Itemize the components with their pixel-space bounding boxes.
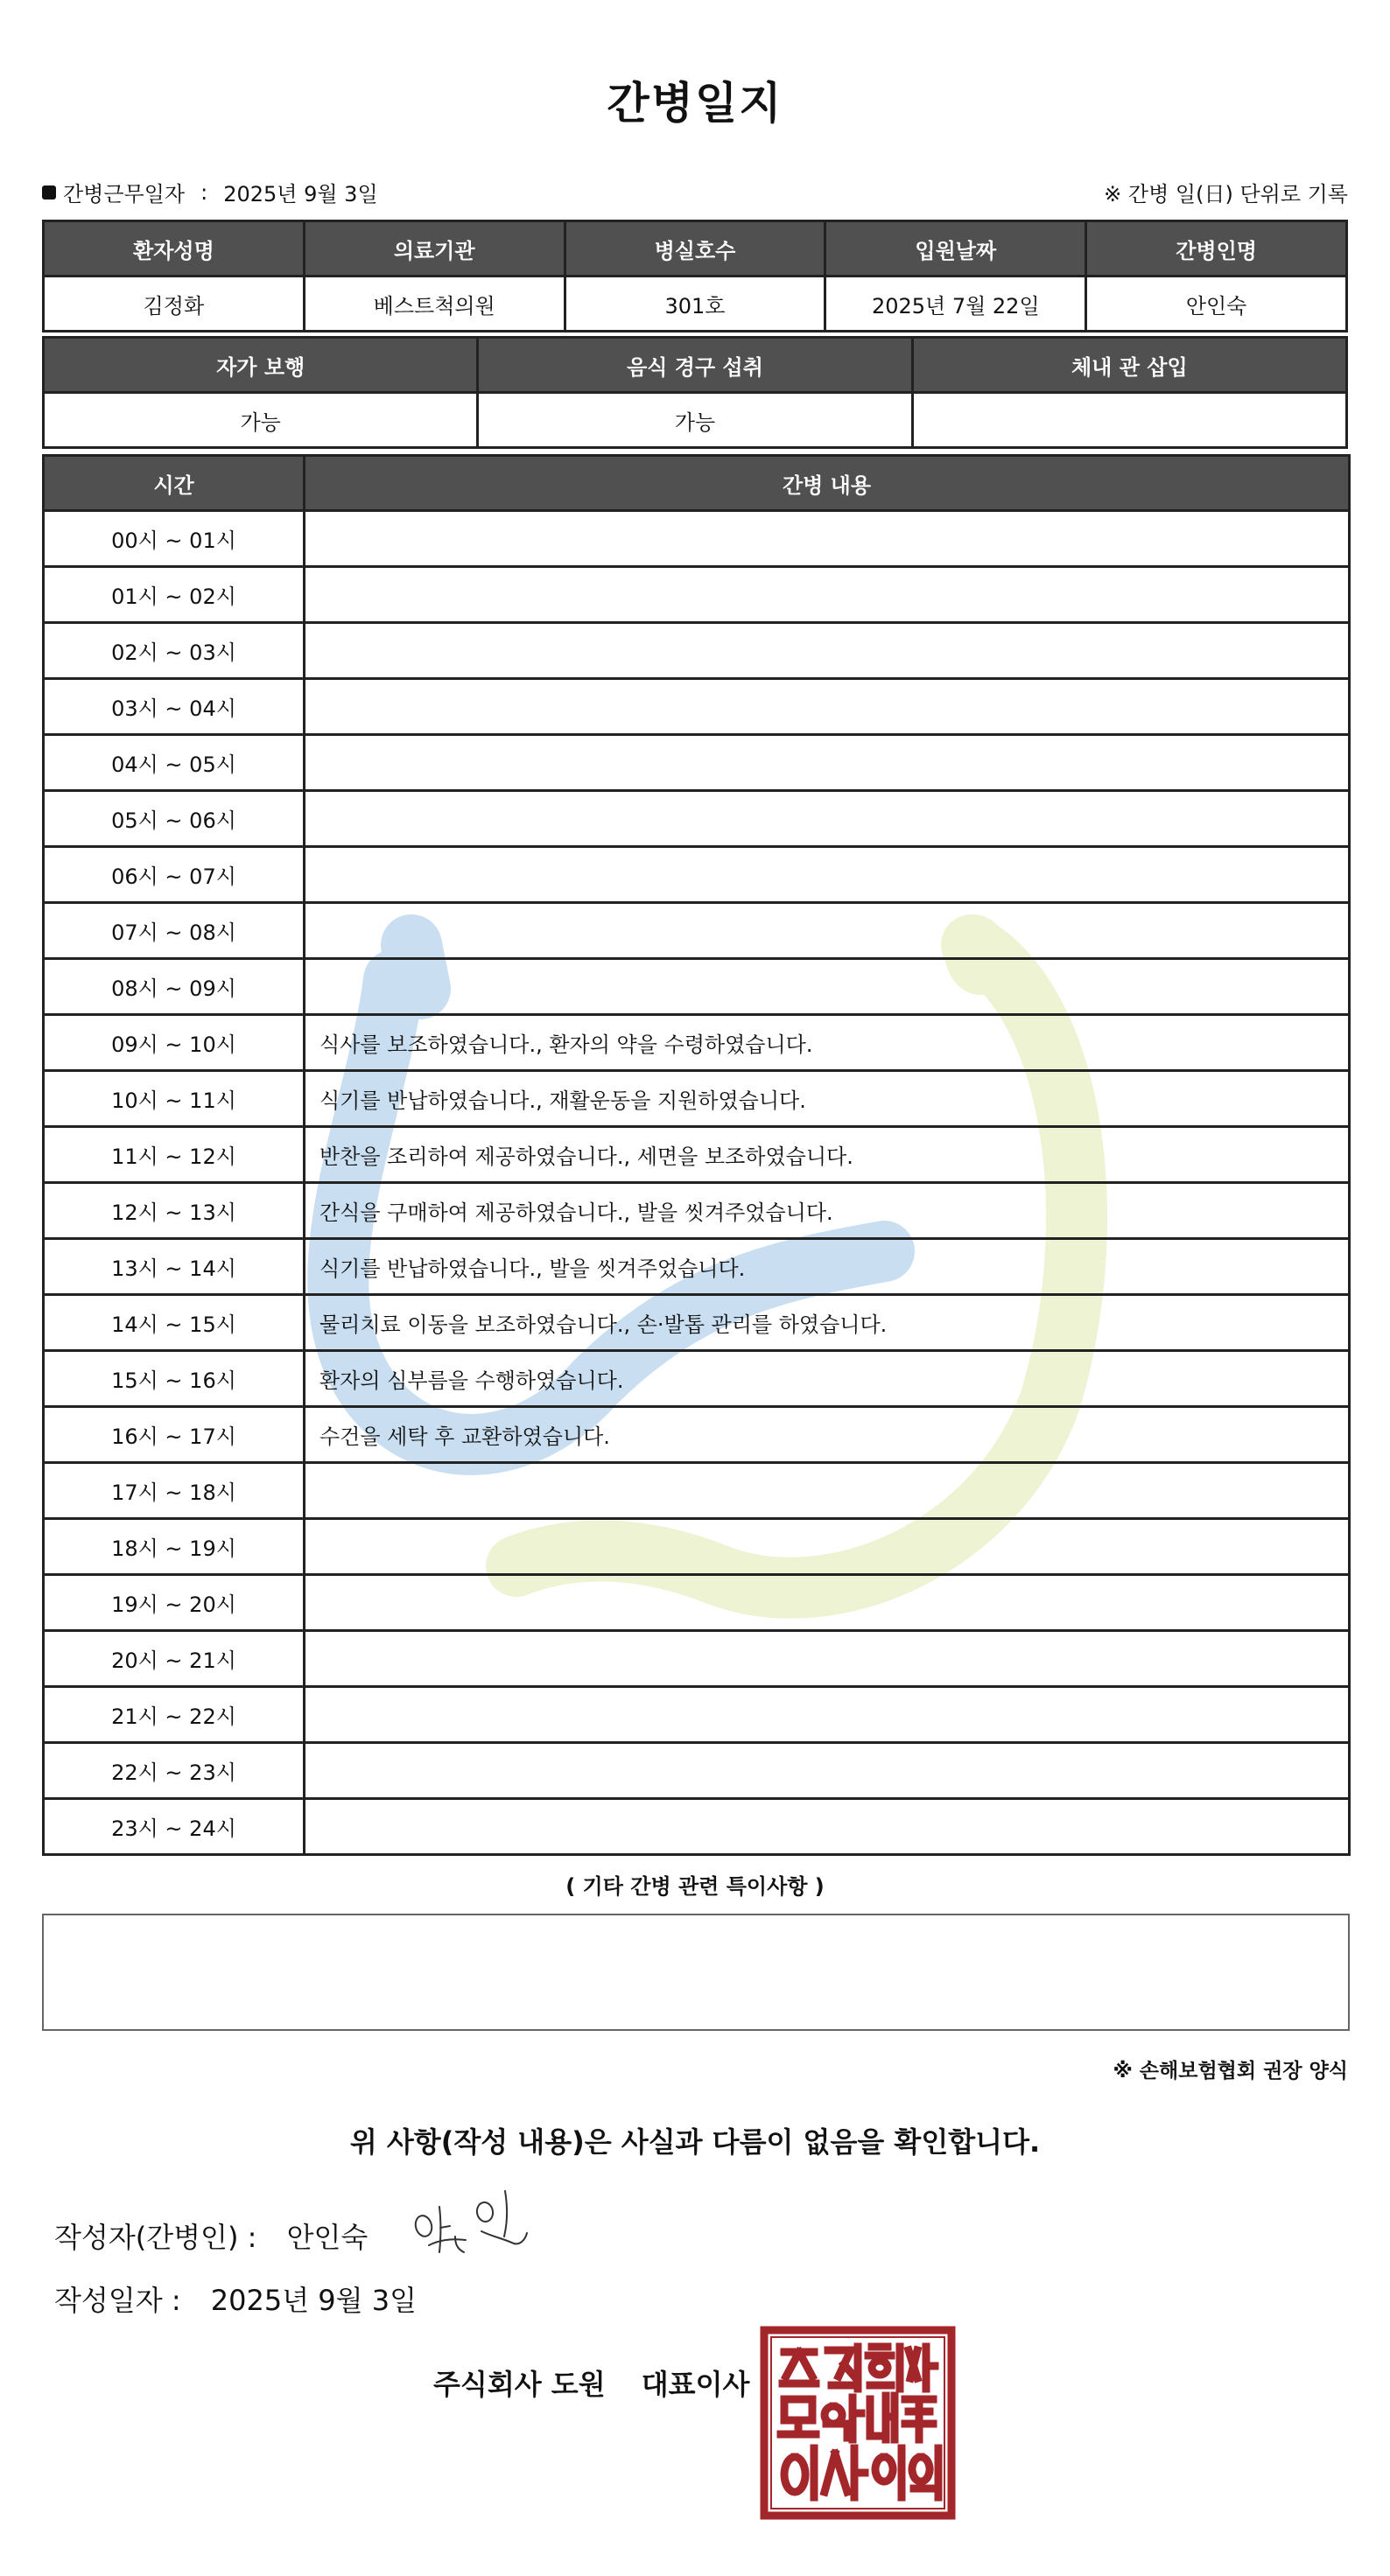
table-row xyxy=(44,735,1350,791)
table-row xyxy=(44,1351,1350,1407)
write-date-row xyxy=(54,2278,417,2319)
time-slot: 11시 ~ 12시 xyxy=(44,1127,305,1183)
care-log-table xyxy=(42,454,1351,1856)
time-slot: 22시 ~ 23시 xyxy=(44,1743,305,1799)
care-content: 식사를 보조하였습니다., 환자의 약을 수령하였습니다. xyxy=(305,1015,1350,1071)
table-row xyxy=(44,1239,1350,1295)
table-row xyxy=(44,679,1350,735)
care-content xyxy=(305,567,1350,623)
bullet-square-icon xyxy=(42,186,56,200)
header-time: 시간 xyxy=(44,456,305,511)
writer-row xyxy=(54,2216,368,2256)
header-caregiver-name: 간병인명 xyxy=(1086,221,1347,276)
time-slot: 13시 ~ 14시 xyxy=(44,1239,305,1295)
table-row xyxy=(44,1519,1350,1575)
company-name: 주식회사 도원 xyxy=(433,2368,606,2401)
hospital-name: 베스트척의원 xyxy=(304,276,565,332)
header-self-walking: 자가 보행 xyxy=(44,338,478,393)
care-content xyxy=(305,679,1350,735)
care-content xyxy=(305,511,1350,567)
table-row xyxy=(44,847,1350,903)
care-content xyxy=(305,791,1350,847)
oral-intake-value: 가능 xyxy=(478,393,912,448)
time-slot: 15시 ~ 16시 xyxy=(44,1351,305,1407)
header-admission-date: 입원날짜 xyxy=(825,221,1086,276)
writer-name: 안인숙 xyxy=(286,2221,369,2254)
time-slot: 21시 ~ 22시 xyxy=(44,1687,305,1743)
care-content: 수건을 세탁 후 교환하였습니다. xyxy=(305,1407,1350,1463)
table-row xyxy=(44,567,1350,623)
admission-date: 2025년 7월 22일 xyxy=(825,276,1086,332)
care-content xyxy=(305,1463,1350,1519)
table-row xyxy=(44,1631,1350,1687)
care-content: 간식을 구매하여 제공하였습니다., 발을 씻겨주었습니다. xyxy=(305,1183,1350,1239)
time-slot: 12시 ~ 13시 xyxy=(44,1183,305,1239)
care-content: 물리치료 이동을 보조하였습니다., 손·발톱 관리를 하였습니다. xyxy=(305,1295,1350,1351)
care-content xyxy=(305,735,1350,791)
time-slot: 04시 ~ 05시 xyxy=(44,735,305,791)
representative-title: 대표이사 xyxy=(641,2368,750,2401)
table-row xyxy=(44,623,1350,679)
work-date-value: 2025년 9월 3일 xyxy=(223,182,378,206)
remarks-title: ( 기타 간병 관련 특이사항 ) xyxy=(565,1874,825,1899)
header-room: 병실호수 xyxy=(565,221,825,276)
table-row xyxy=(44,1687,1350,1743)
care-content xyxy=(305,847,1350,903)
tube-insertion-value xyxy=(912,393,1346,448)
company-seal-stamp xyxy=(760,2326,956,2520)
care-content xyxy=(305,1743,1350,1799)
table-row xyxy=(44,1575,1350,1631)
table-row xyxy=(44,1407,1350,1463)
header-oral-intake: 음식 경구 섭취 xyxy=(478,338,912,393)
time-slot: 05시 ~ 06시 xyxy=(44,791,305,847)
table-row xyxy=(44,1183,1350,1239)
write-date-value: 2025년 9월 3일 xyxy=(210,2284,418,2317)
time-slot: 01시 ~ 02시 xyxy=(44,567,305,623)
care-content: 식기를 반납하였습니다., 재활운동을 지원하였습니다. xyxy=(305,1071,1350,1127)
work-date-row xyxy=(42,177,378,207)
care-content xyxy=(305,1631,1350,1687)
time-slot: 07시 ~ 08시 xyxy=(44,903,305,959)
table-row xyxy=(44,511,1350,567)
table-row xyxy=(44,791,1350,847)
handwritten-signature xyxy=(404,2182,544,2261)
table-row xyxy=(44,1015,1350,1071)
work-date-separator: : xyxy=(200,179,208,205)
room-number: 301호 xyxy=(565,276,825,332)
table-row xyxy=(44,1071,1350,1127)
care-content xyxy=(305,623,1350,679)
time-slot: 17시 ~ 18시 xyxy=(44,1463,305,1519)
company-signature-line xyxy=(433,2362,749,2403)
time-slot: 08시 ~ 09시 xyxy=(44,959,305,1015)
care-content xyxy=(305,959,1350,1015)
time-slot: 23시 ~ 24시 xyxy=(44,1799,305,1855)
time-slot: 19시 ~ 20시 xyxy=(44,1575,305,1631)
time-slot: 00시 ~ 01시 xyxy=(44,511,305,567)
self-walking-value: 가능 xyxy=(44,393,478,448)
care-content xyxy=(305,1519,1350,1575)
table-row xyxy=(44,959,1350,1015)
patient-name: 김정화 xyxy=(44,276,305,332)
caregiver-name: 안인숙 xyxy=(1086,276,1347,332)
header-care-content: 간병 내용 xyxy=(305,456,1350,511)
care-content xyxy=(305,1687,1350,1743)
care-content: 환자의 심부름을 수행하였습니다. xyxy=(305,1351,1350,1407)
table-row xyxy=(44,1799,1350,1855)
time-slot: 14시 ~ 15시 xyxy=(44,1295,305,1351)
write-date-label: 작성일자 : xyxy=(54,2284,181,2317)
time-slot: 18시 ~ 19시 xyxy=(44,1519,305,1575)
table-row xyxy=(44,903,1350,959)
header-patient-name: 환자성명 xyxy=(44,221,305,276)
care-content: 반찬을 조리하여 제공하였습니다., 세면을 보조하였습니다. xyxy=(305,1127,1350,1183)
time-slot: 02시 ~ 03시 xyxy=(44,623,305,679)
time-slot: 16시 ~ 17시 xyxy=(44,1407,305,1463)
care-content: 식기를 반납하였습니다., 발을 씻겨주었습니다. xyxy=(305,1239,1350,1295)
time-slot: 06시 ~ 07시 xyxy=(44,847,305,903)
patient-ability-table xyxy=(42,336,1348,449)
time-slot: 03시 ~ 04시 xyxy=(44,679,305,735)
unit-note: ※ 간병 일(日) 단위로 기록 xyxy=(1104,182,1348,206)
care-content xyxy=(305,1799,1350,1855)
document-title: 간병일지 xyxy=(607,78,783,129)
confirmation-statement: 위 사항(작성 내용)은 사실과 다름이 없음을 확인합니다. xyxy=(349,2125,1041,2159)
table-row xyxy=(44,1127,1350,1183)
remarks-box xyxy=(42,1914,1350,2031)
writer-label: 작성자(간병인) : xyxy=(54,2221,257,2254)
work-date-label: 간병근무일자 xyxy=(63,182,186,206)
care-content xyxy=(305,1575,1350,1631)
table-row xyxy=(44,1743,1350,1799)
care-content xyxy=(305,903,1350,959)
time-slot: 10시 ~ 11시 xyxy=(44,1071,305,1127)
time-slot: 09시 ~ 10시 xyxy=(44,1015,305,1071)
table-row xyxy=(44,1463,1350,1519)
header-hospital: 의료기관 xyxy=(304,221,565,276)
footnote: ※ 손해보험협회 권장 양식 xyxy=(1113,2060,1348,2082)
time-slot: 20시 ~ 21시 xyxy=(44,1631,305,1687)
table-row xyxy=(44,1295,1350,1351)
header-tube-insertion: 체내 관 삽입 xyxy=(912,338,1346,393)
patient-info-table xyxy=(42,220,1348,332)
